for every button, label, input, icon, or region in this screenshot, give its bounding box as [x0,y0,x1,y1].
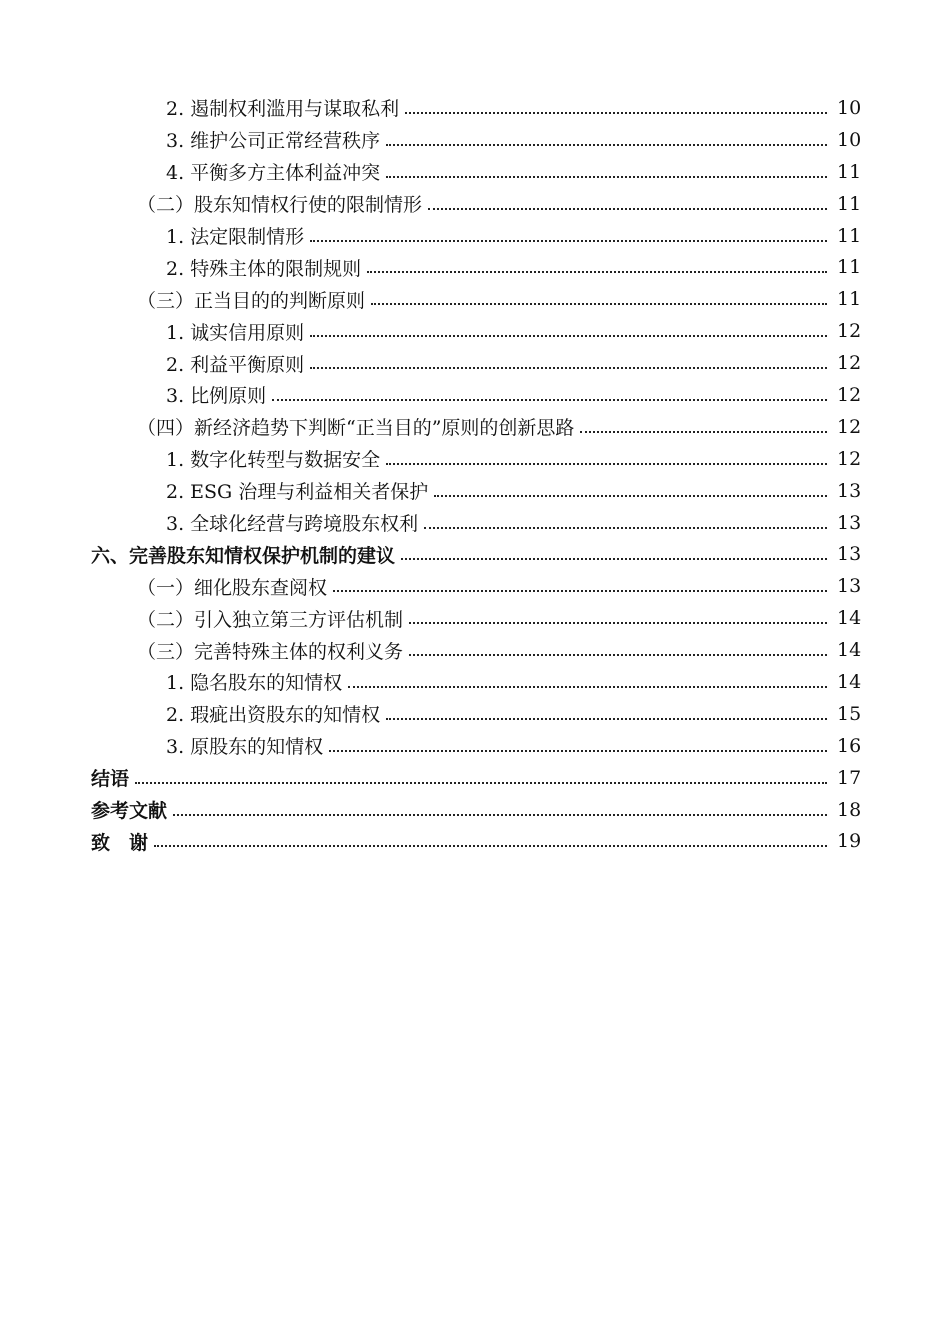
toc-entry-title: 1. 数字化转型与数据安全 [166,449,381,472]
toc-entry[interactable] [0,634,950,666]
toc-entry-page-number: 12 [837,447,862,470]
toc-entry[interactable] [0,443,950,475]
toc-entry[interactable] [0,698,950,730]
dot-leader [154,845,827,847]
toc-entry[interactable] [0,825,950,857]
toc-entry-title: 2. ESG 治理与利益相关者保护 [166,481,429,504]
toc-entry[interactable] [0,92,950,124]
toc-entry-title: 3. 原股东的知情权 [166,736,324,759]
toc-entry-page-number: 12 [837,415,862,438]
dot-leader [310,240,827,242]
dot-leader [405,112,827,114]
toc-entry-title: 六、完善股东知情权保护机制的建议 [91,544,396,567]
toc-entry-title: 1. 隐名股东的知情权 [166,672,343,695]
toc-entry-page-number: 18 [837,798,862,821]
toc-entry-page-number: 11 [837,224,862,247]
toc-entry[interactable] [0,762,950,794]
toc-entry-page-number: 11 [837,256,862,279]
toc-entry[interactable] [0,188,950,220]
toc-entry[interactable] [0,507,950,539]
toc-entry[interactable] [0,156,950,188]
toc-entry-page-number: 11 [837,160,862,183]
toc-entry-title: 参考文献 [91,800,168,823]
toc-entry-title: （四）新经济趋势下判断“正当目的”原则的创新思路 [137,417,575,440]
toc-entry[interactable] [0,220,950,252]
toc-entry-page-number: 13 [837,479,862,502]
toc-entry[interactable] [0,411,950,443]
toc-entry-page-number: 14 [837,607,862,630]
toc-entry-page-number: 13 [837,511,862,534]
dot-leader [386,176,827,178]
toc-entry[interactable] [0,251,950,283]
toc-entry-page-number: 10 [837,96,862,119]
toc-entry-title: 3. 维护公司正常经营秩序 [166,130,381,153]
toc-entry-title: （三）完善特殊主体的权利义务 [137,640,404,663]
dot-leader [386,718,827,720]
toc-entry-title: 2. 遏制权利滥用与谋取私利 [166,98,400,121]
toc-entry-title: 致 谢 [91,831,149,854]
dot-leader [371,303,827,305]
toc-entry-page-number: 14 [837,670,862,693]
dot-leader [580,431,827,433]
toc-entry[interactable] [0,730,950,762]
dot-leader [348,686,827,688]
toc-entry-title: 3. 全球化经营与跨境股东权利 [166,513,419,536]
toc-entry-page-number: 10 [837,128,862,151]
toc-entry-title: 结语 [91,768,130,791]
dot-leader [434,495,827,497]
toc-entry-title: （二）股东知情权行使的限制情形 [137,194,423,217]
dot-leader [386,144,827,146]
toc-entry-page-number: 19 [837,830,862,853]
toc-entry-page-number: 11 [837,288,862,311]
toc-entry-page-number: 13 [837,575,862,598]
toc-entry[interactable] [0,124,950,156]
toc-entry[interactable] [0,315,950,347]
dot-leader [310,367,827,369]
dot-leader [428,208,827,210]
toc-entry-page-number: 12 [837,320,862,343]
toc-entry-title: 4. 平衡多方主体利益冲突 [166,162,381,185]
toc-entry[interactable] [0,666,950,698]
toc-entry-page-number: 14 [837,639,862,662]
toc-entry[interactable] [0,379,950,411]
toc-entry-page-number: 15 [837,702,862,725]
toc-entry-title: （二）引入独立第三方评估机制 [137,608,404,631]
dot-leader [333,590,827,592]
toc-entry-page-number: 16 [837,734,862,757]
toc-entry-title: （三）正当目的的判断原则 [137,289,366,312]
dot-leader [272,399,827,401]
dot-leader [173,814,827,816]
dot-leader [386,463,827,465]
toc-entry-page-number: 12 [837,383,862,406]
toc-entry[interactable] [0,602,950,634]
dot-leader [329,750,827,752]
toc-entry-page-number: 11 [837,192,862,215]
toc-entry-page-number: 17 [837,766,862,789]
toc-entry-title: 1. 诚实信用原则 [166,321,305,344]
dot-leader [367,271,827,273]
toc-entry[interactable] [0,475,950,507]
dot-leader [409,654,827,656]
toc-entry[interactable] [0,794,950,826]
toc-entry-title: 2. 特殊主体的限制规则 [166,257,362,280]
dot-leader [310,335,827,337]
toc-entry-title: 3. 比例原则 [166,385,267,408]
toc-entry[interactable] [0,538,950,570]
toc-entry-title: 2. 瑕疵出资股东的知情权 [166,704,381,727]
toc-entry-title: 2. 利益平衡原则 [166,353,305,376]
toc-entry-page-number: 12 [837,352,862,375]
toc-entry[interactable] [0,347,950,379]
dot-leader [409,622,827,624]
toc-entry-title: （一）细化股东查阅权 [137,576,328,599]
dot-leader [424,527,827,529]
toc-entry-title: 1. 法定限制情形 [166,226,305,248]
toc-entry-page-number: 13 [837,543,862,566]
toc-entry[interactable] [0,283,950,315]
table-of-contents [0,92,950,857]
toc-entry[interactable] [0,570,950,602]
dot-leader [401,558,827,560]
dot-leader [135,782,827,784]
